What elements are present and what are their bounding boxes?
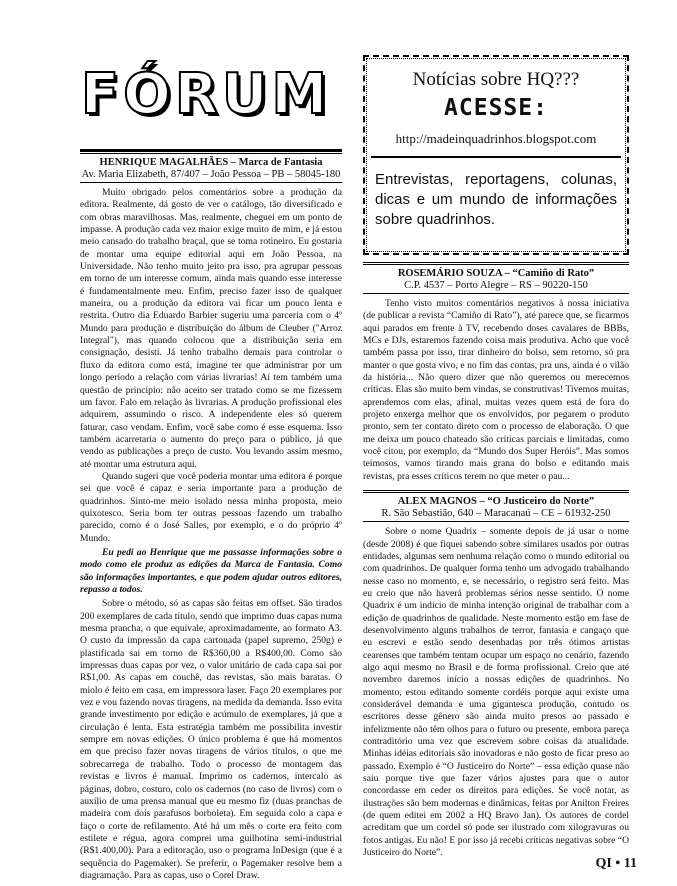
ad-title: Notícias sobre HQ??? <box>412 69 580 90</box>
letter2-author: ROSEMÁRIO SOUZA – “Camiño di Rato” <box>397 268 595 279</box>
letter1-paragraph-3: Sobre o método, só as capas são feitas em offset. São tirados 200 exemplares de cada título, sendo que imprimo duas capas numa mesma prancha, o que equivale, aproximadamente, ao formato A3. O custo da impressão da capa cartonada (papel supremo, 250g) e plastificada sai em torno de R$360,00 a R$400,00. Como são impressas duas capas por vez, o valor unitário de cada capa sai por R$1,00. As capas em couchê, das revistas, são mais baratas. O miolo é feito em casa, em impressora laser. Faço 20 exemplares por vez e vou fazendo novas tiragens, na medida da demanda. Isso evita grande investimento por edição e acúmulo de exemplares, já que a circulação é lenta. Esta estratégia também me possibilita investir sempre em novas edições. O único problema é que há momentos em que preciso fazer novas tiragens de vários títulos, o que me sobrecarrega de trabalho. Todo o processo de montagem das revistas e livros é manual. Imprimo os cadernos, intercalo as páginas, dobro, costuro, colo os cadernos (no caso de livros) com o auxílio de uma prensa manual que eu mesmo fiz (duas pranchas de madeira com dois parafusos borboleta). Em seguida colo a capa e faço o corte de refilamento. Até há um mês o corte era feito com estilete e régua, agora comprei uma guilhotina semi-industrial (R$1.400,00). Para a editoração, uso o programa InDesign (que é a sequência do Pagemaker). Se preferir, o Pagemaker resolve bem a diagramação. Para as capas, uso o Corel Draw. <box>80 598 342 881</box>
divider <box>363 293 629 294</box>
editor-question: Eu pedi ao Henrique que me passasse informações sobre o modo como ele produz as edições da Marca de Fantasia. Como são informações importantes, e que podem ajudar outros editores, repasso a todos. <box>80 546 342 595</box>
ad-description: Entrevistas, reportagens, colunas, dicas e um mundo de informações sobre quadrinhos. <box>375 171 617 228</box>
ad-url[interactable]: http://madeinquadrinhos.blogspot.com <box>395 131 597 146</box>
letter1-paragraph-2: Quando sugeri que você poderia montar uma editora é porque sei que você é capaz e seria importante para a produção de quadrinhos. Sinto-me meio isolado nessa minha proposta, meio quixotesco. Seria bom ter outras pessoas fazendo um trabalho parecido, como é o José Salles, por exemplo, e o do próprio 4º Mundo. <box>80 470 342 544</box>
section-rule <box>363 490 629 493</box>
title-rule <box>80 149 342 152</box>
divider <box>80 182 342 183</box>
ad-divider <box>371 156 621 158</box>
letter3-author: ALEX MAGNOS – “O Justiceiro do Norte” <box>397 496 595 508</box>
advertisement-box <box>363 55 629 255</box>
divider <box>363 521 629 522</box>
right-column <box>363 55 629 859</box>
letter3-address: R. São Sebastião, 640 – Maracanaú – CE – 61932-250 <box>381 508 611 520</box>
section-rule <box>363 262 629 265</box>
letter2-address: C.P. 4537 – Porto Alegre – RS – 90220-150 <box>404 280 588 291</box>
letter2-paragraph-1: Tenho visto muitos comentários negativos à nossa iniciativa (de publicar a revista “Camiño di Rato”), até parece que, se ficarmos aqui parados em frente à TV, recebendo doses cavalares de BBBs, MCs e DJs, estaremos fazendo coisa mais produtiva. Acho que você também passa por isso, tirar dinheiro do bolso, sem retorno, só pra manter o que gosta vivo, e no fim das contas, pra uns, ainda é o vilão da história... Não quero dizer que não queremos ou merecemos críticas. Elas são muito bem vindas, se construtivas! Tivemos muitas, aprendemos com elas, afinal, muitas vezes quem está de fora do projeto enxerga melhor que os envolvidos, por pegarem o produto pronto, sem ter contato direto com o processo de elaboração. O que me deixa um pouco chateado são críticas parciais e limitadas, como você citou, por exemplo, da “Mundo dos Super Heróis”. Mas somos teimosos, vamos tirando mais grana do bolso e editando mais revistas, pra esses críticos terem no que meter o pau... <box>363 298 629 482</box>
left-column <box>80 55 342 882</box>
ad-acesse: ACESSE: <box>444 95 548 121</box>
title-rule-thin <box>80 153 342 154</box>
page-title: FÓRUM <box>80 62 332 127</box>
page-number: QI • 11 <box>595 856 637 871</box>
letter1-author: HENRIQUE MAGALHÃES – Marca de Fantasia <box>99 157 323 168</box>
letter3-paragraph-1: Sobre o nome Quadrix – somente depois de já usar o nome (desde 2008) é que fiquei sabendo sobre similares usados por outras entidades, algumas sem nenhuma relação como o mundo editorial ou com quadrinhos. De qualquer forma tenho um advogado trabalhando nesse caso no momento, e, se necessário, o registro será feito. Mas eu creio que não haverá problemas sérios nesse sentido. O nome Quadrix é um indício de minha intenção original de trabalhar com a edição de quadrinhos de qualidade. Neste momento estão em fase de desenvolvimento alguns trabalhos de terror, fantasia e cangaço que eu escrevi e estão sendo desenhadas por três ótimos artistas cearenses que também tentam ocupar um espaço no cenário, fazendo algo aqui mesmo no Brasil e de forma profissional. Creio que até novembro daremos início a nossas edições de quadrinhos. No momento, estou editando somente cordéis porque aqui existe uma considerável demanda e uma gigantesca produção, contudo os escritores desse gênero são ainda muito presos ao passado e infelizmente não têm olhos para o futuro ou presente, embora pareça contraditório uma vez que escrevem sobre coisas da atualidade. Minhas idéias editoriais são inovadoras e não gosto de ficar preso ao passado. Exemplo é “O Justiceiro do Norte” – essa edição quase não saiu porque tive que fazer vários ajustes para que o autor concordasse em ceder os direitos para edições. Se você notar, as ilustrações são bem modernas e dinâmicas, feitas por Anilton Freires (de quem editei em 2002 a HQ Bravo Jan). Os autores de cordel acreditam que um cordel só pode ser ilustrado com xilogravuras ou fotos antigas. Eu não! E por isso já recebi críticas negativas sobre “O Justiceiro do Norte”. <box>363 526 629 859</box>
letter1-address: Av. Maria Elizabeth, 87/407 – João Pessoa – PB – 58045-180 <box>81 169 341 180</box>
letter1-paragraph-1: Muito obrigado pelos comentários sobre a produção da editora. Realmente, dá gosto de ver o catálogo, tão diversificado e com obras maravilhosas. Mas, realmente, cheguei em um ponto de impasse. A produção cada vez maior exige muito de mim, e já estou meio cansado do trabalho braçal, que se toma rotineiro. Eu gostaria de montar uma equipe editorial aqui em João Pessoa, na Universidade. Não tenho muito jeito pra isso, pra agrupar pessoas em torno de um interesse comum, ainda mais quando esse interesse é fundamentalmente meu. Enfim, preciso fazer isso de qualquer maneira, ou a produção da editora vai ficar um pouco lenta e restrita. Outro dia Eduardo Barbier sugeriu uma parceria com o 4º Mundo para produção e distribuição do álbum de Cleuber ("Arroz Integral"), mas quando colocou que a distribuição seria em consignação, desisti. Já tenho trabalho demais para controlar o fluxo da editora como está, imagine ter que administrar por um longo período a relação com várias livrarias! Aí tem também uma questão de princípio: não aceito ser tratado como se me fizessem um favor. Falo em relação às livrarias. A produção profissional eles adquirem, assumindo o risco. A independente eles só querem faturar, caso vendam. Enfim, você sabe como é esse esquema. Isso também acarretaria o aumento do preço para o público, já que vendo as publicações a preço de custo. Vou levando assim mesmo, até montar uma estrutura aqui. <box>80 187 342 470</box>
